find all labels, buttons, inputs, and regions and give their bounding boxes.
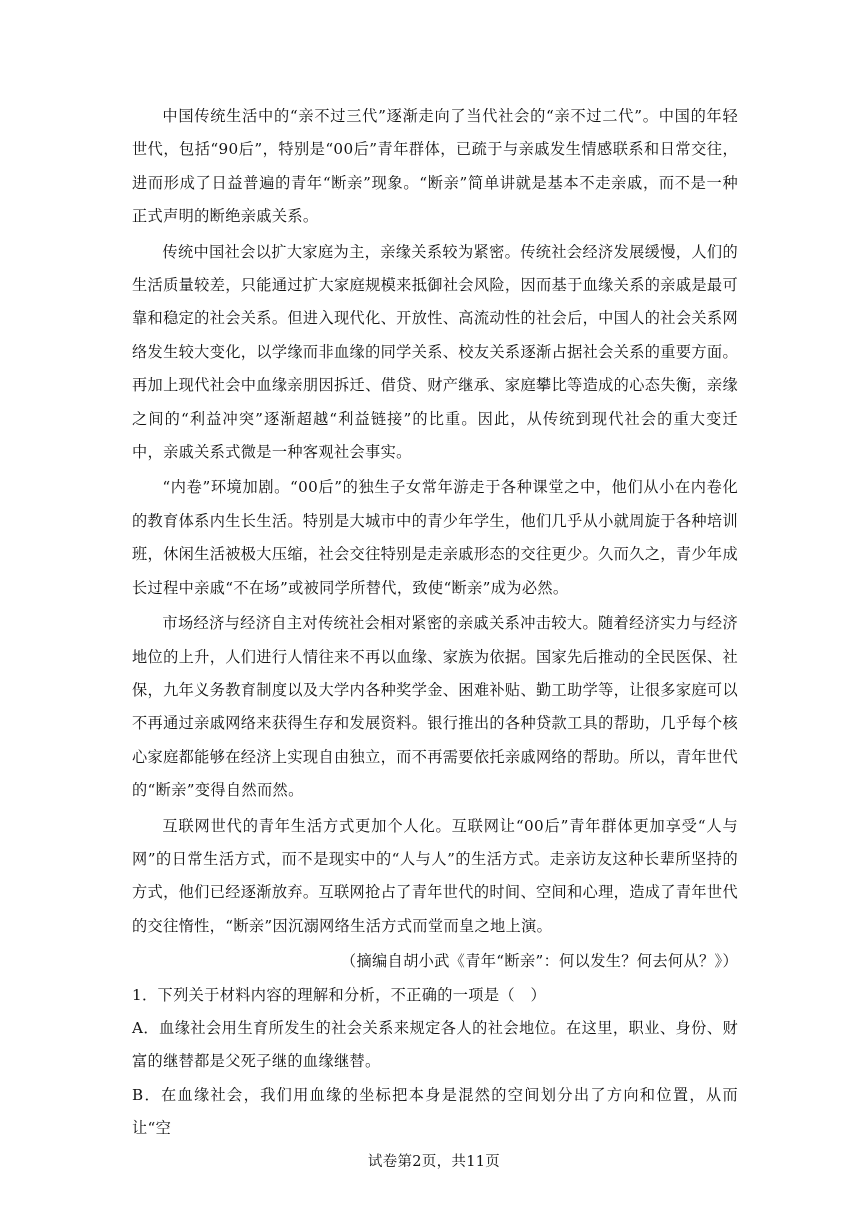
page-footer: 试卷第2页，共11页 <box>367 1154 501 1170</box>
passage-paragraph-5: 互联网世代的青年生活方式更加个人化。互联网让“00后”青年群体更加享受“人与网”的日常生活方式，而不是现实中的“人与人”的生活方式。走亲访友这种长辈所坚持的方式，他们已经逐渐放弃。互联网抢占了青年世代的时间、空间和心理，造成了青年世代的交往惰性，“断亲”因沉溺网络生活方式而堂而皇之地上演。 <box>132 816 738 935</box>
option-b: B．在血缘社会，我们用血缘的坐标把本身是混然的空间划分出了方向和位置，从而让“空 <box>132 1085 738 1138</box>
reading-passage <box>132 100 738 979</box>
passage-paragraph-2: 传统中国社会以扩大家庭为主，亲缘关系较为紧密。传统社会经济发展缓慢，人们的生活质量较差，只能通过扩大家庭规模来抵御社会风险，因而基于血缘关系的亲戚是最可靠和稳定的社会关系。但进入现代化、开放性、高流动性的社会后，中国人的社会关系网络发生较大变化，以学缘而非血缘的同学关系、校友关系逐渐占据社会关系的重要方面。再加上现代社会中血缘亲朋因拆迁、借贷、财产继承、家庭攀比等造成的心态失衡，亲缘之间的“利益冲突”逐渐超越“利益链接”的比重。因此，从传统到现代社会的重大变迁中，亲戚关系式微是一种客观社会事实。 <box>132 242 738 462</box>
passage-paragraph-4: 市场经济与经济自主对传统社会相对紧密的亲戚关系冲击较大。随着经济实力与经济地位的上升，人们进行人情往来不再以血缘、家族为依据。国家先后推动的全民医保、社保，九年义务教育制度以及大学内各种奖学金、困难补贴、勤工助学等，让很多家庭可以不再通过亲戚网络来获得生存和发展资料。银行推出的各种贷款工具的帮助，几乎每个核心家庭都能够在经济上实现自由独立，而不再需要依托亲戚网络的帮助。所以，青年世代的“断亲”变得自然而然。 <box>132 614 738 800</box>
exam-page-content <box>132 100 738 1146</box>
option-a: A．血缘社会用生育所发生的社会关系来规定各人的社会地位。在这里，职业、身份、财富的继替都是父死子继的血缘继替。 <box>132 1018 738 1071</box>
question-stem: 1．下列关于材料内容的理解和分析，不正确的一项是（ ） <box>132 985 546 1004</box>
passage-source-citation: （摘编自胡小武《青年“断亲”：何以发生？何去何从？》） <box>340 952 738 971</box>
passage-paragraph-3: “内卷”环境加剧。“00后”的独生子女常年游走于各种课堂之中，他们从小在内卷化的教育体系内生长生活。特别是大城市中的青少年学生，他们几乎从小就周旋于各种培训班，休闲生活被极大压缩，社会交往特别是走亲戚形态的交往更少。久而久之，青少年成长过程中亲戚“不在场”或被同学所替代，致使“断亲”成为必然。 <box>132 478 738 597</box>
passage-paragraph-1: 中国传统生活中的“亲不过三代”逐渐走向了当代社会的“亲不过二代”。中国的年轻世代，包括“90后”，特别是“00后”青年群体，已疏于与亲戚发生情感联系和日常交往，进而形成了日益普遍的青年“断亲”现象。“断亲”简单讲就是基本不走亲戚，而不是一种正式声明的断绝亲戚关系。 <box>132 107 738 226</box>
question-block <box>132 979 738 1146</box>
